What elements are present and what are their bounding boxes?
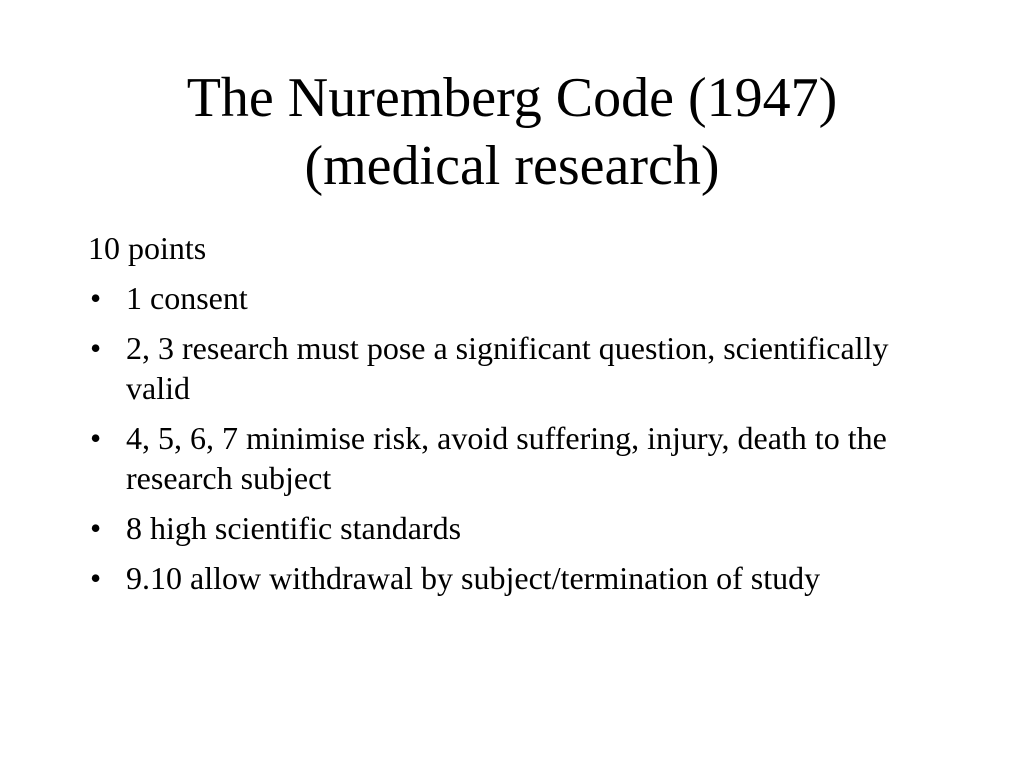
list-item-text: 2, 3 research must pose a significant question, scientifically valid — [126, 330, 889, 406]
bullet-icon: • — [90, 420, 102, 456]
list-item-text: 8 high scientific standards — [126, 510, 462, 546]
bullet-icon: • — [90, 330, 102, 366]
bullet-icon: • — [90, 510, 102, 546]
bullet-icon: • — [90, 280, 102, 316]
points-list — [88, 278, 948, 598]
slide-title — [0, 64, 1024, 200]
list-item — [88, 328, 948, 408]
list-item-text: 4, 5, 6, 7 minimise risk, avoid suffering, injury, death to the research subject — [126, 420, 887, 496]
slide-title-line-2: (medical research) — [304, 135, 720, 197]
bullet-icon: • — [90, 560, 102, 596]
list-item-text: 9.10 allow withdrawal by subject/termination of study — [126, 560, 821, 596]
intro-text: 10 points — [88, 230, 207, 266]
list-item — [88, 558, 948, 598]
list-item — [88, 418, 948, 498]
list-item — [88, 508, 948, 548]
slide-body — [88, 226, 948, 608]
list-item — [88, 278, 948, 318]
slide-title-line-1: The Nuremberg Code (1947) — [186, 67, 838, 129]
list-item-text: 1 consent — [126, 280, 248, 316]
